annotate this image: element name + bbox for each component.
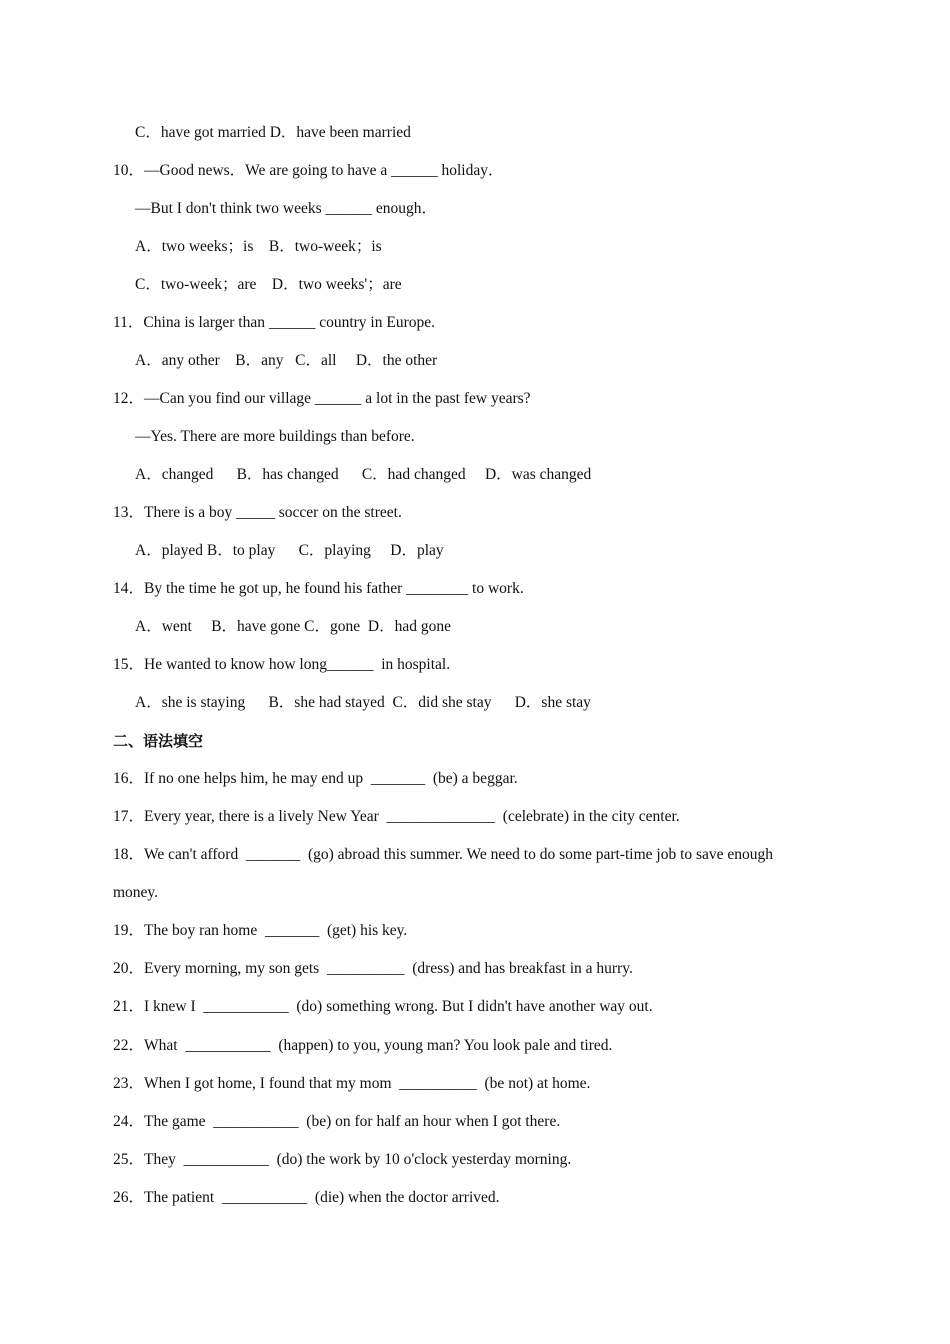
- question-line: 18．We can't afford _______ (go) abroad this summer. We need to do some part-time job to save enough: [113, 846, 774, 863]
- question-line: 26．The patient ___________ (die) when the doctor arrived.: [113, 1189, 500, 1206]
- question-line: 14．By the time he got up, he found his father ________ to work.: [113, 580, 524, 597]
- section-heading: 二、语法填空: [113, 732, 204, 750]
- option-line: A．two weeks；is B．two-week；is: [135, 238, 382, 255]
- option-line: A．any other B．any C．all D．the other: [135, 352, 438, 369]
- question-line: 17．Every year, there is a lively New Year ______________ (celebrate) in the city center.: [113, 808, 680, 825]
- question-line: —Yes. There are more buildings than before.: [135, 428, 415, 445]
- option-line: C．have got married D．have been married: [135, 124, 411, 141]
- option-line: A．changed B．has changed C．had changed D．was changed: [135, 466, 592, 483]
- option-line: A．played B．to play C．playing D．play: [135, 542, 444, 559]
- question-line: 19．The boy ran home _______ (get) his key.: [113, 922, 408, 939]
- question-line: —But I don't think two weeks ______ enough．: [135, 200, 438, 217]
- option-line: C．two-week；are D．two weeks'；are: [135, 276, 402, 293]
- question-line: 12．—Can you find our village ______ a lot in the past few years?: [113, 390, 531, 407]
- question-line: 21．I knew I ___________ (do) something wrong. But I didn't have another way out.: [113, 998, 653, 1015]
- option-line: A．she is staying B．she had stayed C．did she stay D．she stay: [135, 694, 591, 711]
- question-line: 22．What ___________ (happen) to you, young man? You look pale and tired.: [113, 1037, 613, 1054]
- question-line: 20．Every morning, my son gets __________ (dress) and has breakfast in a hurry.: [113, 960, 633, 977]
- option-line: A．went B．have gone C．gone D．had gone: [135, 618, 451, 635]
- question-line: 24．The game ___________ (be) on for half an hour when I got there.: [113, 1113, 561, 1130]
- question-line: 13．There is a boy _____ soccer on the street.: [113, 504, 402, 521]
- question-line: 10．—Good news．We are going to have a ______ holiday．: [113, 162, 504, 179]
- question-line: 11．China is larger than ______ country in Europe.: [113, 314, 435, 331]
- question-line: 15．He wanted to know how long______ in hospital.: [113, 656, 451, 673]
- question-line: money.: [113, 884, 159, 901]
- question-line: 25．They ___________ (do) the work by 10 o'clock yesterday morning.: [113, 1151, 572, 1168]
- question-line: 16．If no one helps him, he may end up _______ (be) a beggar.: [113, 770, 518, 787]
- question-line: 23．When I got home, I found that my mom __________ (be not) at home.: [113, 1075, 591, 1092]
